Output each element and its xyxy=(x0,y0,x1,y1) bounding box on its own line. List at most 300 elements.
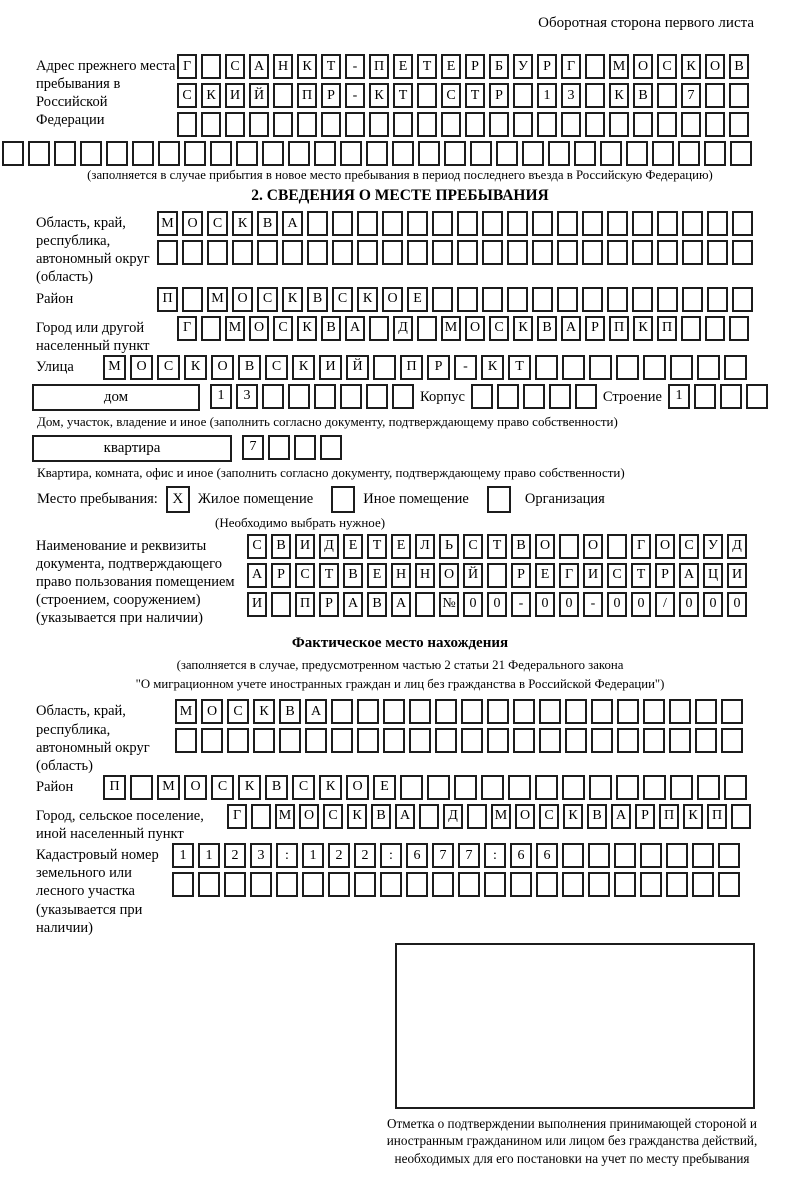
char-box[interactable]: Д xyxy=(319,534,339,559)
char-box[interactable] xyxy=(607,211,628,236)
char-box[interactable] xyxy=(415,592,435,617)
char-box[interactable]: Г xyxy=(559,563,579,588)
char-box[interactable] xyxy=(467,804,487,829)
char-box[interactable]: Т xyxy=(367,534,387,559)
char-box[interactable] xyxy=(718,872,740,897)
char-box[interactable] xyxy=(345,112,365,137)
char-box[interactable] xyxy=(268,435,290,460)
char-box[interactable]: В xyxy=(307,287,328,312)
char-box[interactable]: С xyxy=(332,287,353,312)
char-box[interactable] xyxy=(617,728,639,753)
char-box[interactable]: М xyxy=(491,804,511,829)
char-box[interactable]: М xyxy=(175,699,197,724)
char-box[interactable] xyxy=(201,728,223,753)
char-box[interactable] xyxy=(302,872,324,897)
char-box[interactable] xyxy=(539,699,561,724)
char-box[interactable] xyxy=(561,112,581,137)
char-box[interactable] xyxy=(729,83,749,108)
char-box[interactable] xyxy=(657,287,678,312)
char-box[interactable]: М xyxy=(103,355,126,380)
char-box[interactable] xyxy=(694,384,716,409)
char-box[interactable]: Л xyxy=(415,534,435,559)
char-box[interactable]: - xyxy=(454,355,477,380)
char-box[interactable] xyxy=(585,112,605,137)
char-box[interactable] xyxy=(729,316,749,341)
char-box[interactable]: С xyxy=(265,355,288,380)
char-box[interactable]: Ц xyxy=(703,563,723,588)
char-box[interactable] xyxy=(724,775,747,800)
char-box[interactable]: - xyxy=(345,83,365,108)
char-box[interactable] xyxy=(175,728,197,753)
char-box[interactable] xyxy=(409,699,431,724)
char-box[interactable]: О xyxy=(515,804,535,829)
char-box[interactable] xyxy=(657,112,677,137)
char-box[interactable] xyxy=(537,112,557,137)
char-box[interactable]: О xyxy=(346,775,369,800)
char-box[interactable] xyxy=(461,728,483,753)
char-box[interactable] xyxy=(589,355,612,380)
char-box[interactable] xyxy=(487,563,507,588)
char-box[interactable]: М xyxy=(157,775,180,800)
char-box[interactable]: 0 xyxy=(463,592,483,617)
char-box[interactable]: Д xyxy=(393,316,413,341)
char-box[interactable]: И xyxy=(319,355,342,380)
char-box[interactable]: О xyxy=(249,316,269,341)
char-box[interactable] xyxy=(366,141,388,166)
char-box[interactable]: Т xyxy=(321,54,341,79)
char-box[interactable] xyxy=(294,435,316,460)
char-box[interactable] xyxy=(172,872,194,897)
char-box[interactable]: В xyxy=(238,355,261,380)
char-box[interactable] xyxy=(507,211,528,236)
char-box[interactable]: Т xyxy=(319,563,339,588)
char-box[interactable] xyxy=(454,775,477,800)
char-box[interactable] xyxy=(132,141,154,166)
char-box[interactable]: Т xyxy=(508,355,531,380)
char-box[interactable]: Б xyxy=(489,54,509,79)
char-box[interactable]: Е xyxy=(407,287,428,312)
char-box[interactable] xyxy=(522,141,544,166)
char-box[interactable] xyxy=(458,872,480,897)
char-box[interactable]: В xyxy=(729,54,749,79)
char-box[interactable] xyxy=(640,843,662,868)
char-box[interactable]: 0 xyxy=(559,592,579,617)
char-box[interactable] xyxy=(373,355,396,380)
char-box[interactable]: С xyxy=(295,563,315,588)
char-box[interactable] xyxy=(705,112,725,137)
char-box[interactable] xyxy=(461,699,483,724)
char-box[interactable]: С xyxy=(292,775,315,800)
char-box[interactable] xyxy=(332,240,353,265)
char-box[interactable]: К xyxy=(369,83,389,108)
char-box[interactable] xyxy=(357,211,378,236)
char-box[interactable] xyxy=(314,384,336,409)
char-box[interactable]: О xyxy=(182,211,203,236)
char-box[interactable] xyxy=(582,240,603,265)
char-box[interactable] xyxy=(585,54,605,79)
char-box[interactable] xyxy=(626,141,648,166)
char-box[interactable] xyxy=(657,83,677,108)
char-box[interactable]: А xyxy=(305,699,327,724)
char-box[interactable] xyxy=(536,872,558,897)
char-box[interactable]: 0 xyxy=(487,592,507,617)
char-box[interactable]: К xyxy=(481,355,504,380)
char-box[interactable] xyxy=(562,872,584,897)
char-box[interactable] xyxy=(457,240,478,265)
char-box[interactable]: Н xyxy=(415,563,435,588)
char-box[interactable] xyxy=(382,211,403,236)
char-box[interactable]: 0 xyxy=(703,592,723,617)
char-box[interactable] xyxy=(523,384,545,409)
char-box[interactable]: Й xyxy=(463,563,483,588)
char-box[interactable]: М xyxy=(441,316,461,341)
char-box[interactable] xyxy=(393,112,413,137)
char-box[interactable]: : xyxy=(380,843,402,868)
char-box[interactable]: К xyxy=(297,54,317,79)
char-box[interactable] xyxy=(392,141,414,166)
char-box[interactable] xyxy=(332,211,353,236)
char-box[interactable] xyxy=(496,141,518,166)
char-box[interactable] xyxy=(331,728,353,753)
char-box[interactable] xyxy=(616,775,639,800)
char-box[interactable]: В xyxy=(265,775,288,800)
char-box[interactable] xyxy=(201,54,221,79)
char-box[interactable]: И xyxy=(247,592,267,617)
char-box[interactable] xyxy=(201,112,221,137)
char-box[interactable] xyxy=(607,240,628,265)
char-box[interactable] xyxy=(177,112,197,137)
char-box[interactable]: А xyxy=(282,211,303,236)
char-box[interactable] xyxy=(198,872,220,897)
char-box[interactable]: У xyxy=(513,54,533,79)
char-box[interactable] xyxy=(497,384,519,409)
char-box[interactable] xyxy=(444,141,466,166)
char-box[interactable]: С xyxy=(323,804,343,829)
char-box[interactable]: Р xyxy=(271,563,291,588)
char-box[interactable] xyxy=(588,872,610,897)
char-box[interactable]: И xyxy=(727,563,747,588)
char-box[interactable] xyxy=(643,355,666,380)
char-box[interactable] xyxy=(80,141,102,166)
char-box[interactable]: Й xyxy=(346,355,369,380)
char-box[interactable] xyxy=(487,728,509,753)
char-box[interactable]: М xyxy=(609,54,629,79)
char-box[interactable] xyxy=(657,211,678,236)
char-box[interactable]: П xyxy=(659,804,679,829)
char-box[interactable] xyxy=(2,141,24,166)
char-box[interactable] xyxy=(305,728,327,753)
char-box[interactable] xyxy=(482,240,503,265)
char-box[interactable] xyxy=(457,287,478,312)
char-box[interactable] xyxy=(607,287,628,312)
char-box[interactable]: П xyxy=(295,592,315,617)
char-box[interactable] xyxy=(565,728,587,753)
char-box[interactable]: А xyxy=(395,804,415,829)
char-box[interactable] xyxy=(482,211,503,236)
char-box[interactable] xyxy=(510,872,532,897)
char-box[interactable] xyxy=(271,592,291,617)
char-box[interactable]: Т xyxy=(417,54,437,79)
char-box[interactable]: К xyxy=(563,804,583,829)
char-box[interactable]: Р xyxy=(537,54,557,79)
char-box[interactable]: К xyxy=(282,287,303,312)
char-box[interactable] xyxy=(482,287,503,312)
char-box[interactable] xyxy=(225,112,245,137)
char-box[interactable] xyxy=(157,240,178,265)
char-box[interactable] xyxy=(539,728,561,753)
char-box[interactable] xyxy=(273,112,293,137)
char-box[interactable]: О xyxy=(439,563,459,588)
char-box[interactable] xyxy=(207,240,228,265)
char-box[interactable] xyxy=(276,872,298,897)
char-box[interactable]: С xyxy=(207,211,228,236)
char-box[interactable]: А xyxy=(679,563,699,588)
char-box[interactable] xyxy=(513,112,533,137)
char-box[interactable] xyxy=(643,775,666,800)
char-box[interactable]: 7 xyxy=(242,435,264,460)
char-box[interactable] xyxy=(632,240,653,265)
char-box[interactable] xyxy=(589,775,612,800)
char-box[interactable]: А xyxy=(343,592,363,617)
char-box[interactable]: 1 xyxy=(668,384,690,409)
char-box[interactable]: О xyxy=(184,775,207,800)
char-box[interactable] xyxy=(678,141,700,166)
char-box[interactable] xyxy=(432,211,453,236)
char-box[interactable] xyxy=(432,872,454,897)
char-box[interactable]: С xyxy=(211,775,234,800)
char-box[interactable]: 3 xyxy=(250,843,272,868)
char-box[interactable] xyxy=(746,384,768,409)
char-box[interactable]: 0 xyxy=(727,592,747,617)
char-box[interactable] xyxy=(575,384,597,409)
char-box[interactable] xyxy=(692,872,714,897)
char-box[interactable]: 3 xyxy=(561,83,581,108)
char-box[interactable] xyxy=(548,141,570,166)
char-box[interactable] xyxy=(670,775,693,800)
stay-checkbox-residential[interactable] xyxy=(166,486,190,513)
char-box[interactable] xyxy=(369,112,389,137)
char-box[interactable] xyxy=(682,240,703,265)
char-box[interactable]: С xyxy=(607,563,627,588)
stay-checkbox-organization[interactable] xyxy=(487,486,511,513)
char-box[interactable]: К xyxy=(201,83,221,108)
char-box[interactable] xyxy=(652,141,674,166)
char-box[interactable]: 1 xyxy=(210,384,232,409)
char-box[interactable]: 0 xyxy=(679,592,699,617)
char-box[interactable]: М xyxy=(207,287,228,312)
char-box[interactable]: В xyxy=(587,804,607,829)
char-box[interactable]: В xyxy=(343,563,363,588)
char-box[interactable] xyxy=(314,141,336,166)
char-box[interactable]: Е xyxy=(391,534,411,559)
char-box[interactable]: С xyxy=(679,534,699,559)
char-box[interactable]: П xyxy=(609,316,629,341)
char-box[interactable]: А xyxy=(391,592,411,617)
char-box[interactable] xyxy=(600,141,622,166)
char-box[interactable]: Т xyxy=(487,534,507,559)
char-box[interactable] xyxy=(562,775,585,800)
char-box[interactable]: М xyxy=(157,211,178,236)
char-box[interactable] xyxy=(201,316,221,341)
char-box[interactable]: К xyxy=(297,316,317,341)
char-box[interactable] xyxy=(484,872,506,897)
char-box[interactable] xyxy=(262,384,284,409)
char-box[interactable]: Р xyxy=(321,83,341,108)
char-box[interactable]: В xyxy=(257,211,278,236)
char-box[interactable]: Н xyxy=(391,563,411,588)
char-box[interactable]: Г xyxy=(177,54,197,79)
char-box[interactable] xyxy=(591,728,613,753)
char-box[interactable]: О xyxy=(705,54,725,79)
char-box[interactable] xyxy=(507,287,528,312)
char-box[interactable]: К xyxy=(347,804,367,829)
char-box[interactable] xyxy=(382,240,403,265)
char-box[interactable] xyxy=(513,699,535,724)
char-box[interactable] xyxy=(182,240,203,265)
char-box[interactable]: О xyxy=(130,355,153,380)
char-box[interactable]: М xyxy=(225,316,245,341)
char-box[interactable] xyxy=(251,804,271,829)
char-box[interactable] xyxy=(704,141,726,166)
char-box[interactable] xyxy=(507,240,528,265)
char-box[interactable] xyxy=(513,83,533,108)
char-box[interactable]: К xyxy=(633,316,653,341)
char-box[interactable]: А xyxy=(249,54,269,79)
char-box[interactable] xyxy=(721,699,743,724)
char-box[interactable] xyxy=(417,316,437,341)
char-box[interactable] xyxy=(666,843,688,868)
char-box[interactable]: С xyxy=(157,355,180,380)
char-box[interactable]: Р xyxy=(635,804,655,829)
char-box[interactable] xyxy=(692,843,714,868)
char-box[interactable] xyxy=(670,355,693,380)
char-box[interactable] xyxy=(582,211,603,236)
char-box[interactable] xyxy=(357,728,379,753)
char-box[interactable] xyxy=(465,112,485,137)
char-box[interactable]: Т xyxy=(393,83,413,108)
char-box[interactable] xyxy=(617,699,639,724)
char-box[interactable] xyxy=(669,699,691,724)
char-box[interactable] xyxy=(407,211,428,236)
char-box[interactable] xyxy=(730,141,752,166)
char-box[interactable]: 0 xyxy=(535,592,555,617)
char-box[interactable]: Р xyxy=(511,563,531,588)
char-box[interactable]: Г xyxy=(561,54,581,79)
char-box[interactable]: Г xyxy=(177,316,197,341)
char-box[interactable]: С xyxy=(273,316,293,341)
char-box[interactable] xyxy=(380,872,402,897)
char-box[interactable]: - xyxy=(583,592,603,617)
char-box[interactable] xyxy=(632,211,653,236)
char-box[interactable] xyxy=(481,775,504,800)
char-box[interactable] xyxy=(732,211,753,236)
char-box[interactable] xyxy=(253,728,275,753)
char-box[interactable]: 1 xyxy=(302,843,324,868)
char-box[interactable] xyxy=(643,699,665,724)
char-box[interactable]: Н xyxy=(273,54,293,79)
char-box[interactable] xyxy=(720,384,742,409)
char-box[interactable] xyxy=(432,240,453,265)
char-box[interactable]: О xyxy=(211,355,234,380)
char-box[interactable] xyxy=(158,141,180,166)
char-box[interactable] xyxy=(236,141,258,166)
char-box[interactable] xyxy=(669,728,691,753)
char-box[interactable] xyxy=(682,287,703,312)
char-box[interactable] xyxy=(582,287,603,312)
char-box[interactable]: 0 xyxy=(631,592,651,617)
char-box[interactable] xyxy=(574,141,596,166)
char-box[interactable] xyxy=(707,211,728,236)
char-box[interactable] xyxy=(729,112,749,137)
char-box[interactable]: С xyxy=(441,83,461,108)
char-box[interactable]: Р xyxy=(427,355,450,380)
char-box[interactable] xyxy=(562,843,584,868)
char-box[interactable] xyxy=(607,534,627,559)
char-box[interactable] xyxy=(262,141,284,166)
char-box[interactable] xyxy=(383,699,405,724)
char-box[interactable] xyxy=(418,141,440,166)
char-box[interactable]: О xyxy=(465,316,485,341)
char-box[interactable]: О xyxy=(201,699,223,724)
char-box[interactable]: О xyxy=(382,287,403,312)
char-box[interactable] xyxy=(532,240,553,265)
char-box[interactable] xyxy=(441,112,461,137)
char-box[interactable] xyxy=(288,384,310,409)
char-box[interactable] xyxy=(210,141,232,166)
char-box[interactable]: С xyxy=(463,534,483,559)
char-box[interactable] xyxy=(224,872,246,897)
char-box[interactable] xyxy=(54,141,76,166)
char-box[interactable] xyxy=(724,355,747,380)
char-box[interactable] xyxy=(562,355,585,380)
char-box[interactable]: 3 xyxy=(236,384,258,409)
char-box[interactable]: Р xyxy=(465,54,485,79)
char-box[interactable]: П xyxy=(400,355,423,380)
char-box[interactable] xyxy=(657,240,678,265)
char-box[interactable]: О xyxy=(655,534,675,559)
char-box[interactable]: Е xyxy=(343,534,363,559)
char-box[interactable] xyxy=(591,699,613,724)
char-box[interactable] xyxy=(697,355,720,380)
char-box[interactable]: Р xyxy=(585,316,605,341)
char-box[interactable] xyxy=(532,211,553,236)
char-box[interactable] xyxy=(549,384,571,409)
char-box[interactable] xyxy=(184,141,206,166)
char-box[interactable]: У xyxy=(703,534,723,559)
char-box[interactable]: В xyxy=(633,83,653,108)
char-box[interactable]: / xyxy=(655,592,675,617)
char-box[interactable] xyxy=(532,287,553,312)
char-box[interactable]: 6 xyxy=(406,843,428,868)
char-box[interactable]: В xyxy=(537,316,557,341)
char-box[interactable] xyxy=(731,804,751,829)
char-box[interactable]: В xyxy=(367,592,387,617)
char-box[interactable] xyxy=(392,384,414,409)
char-box[interactable] xyxy=(328,872,350,897)
char-box[interactable]: Р xyxy=(655,563,675,588)
char-box[interactable]: № xyxy=(439,592,459,617)
char-box[interactable]: Е xyxy=(373,775,396,800)
char-box[interactable]: И xyxy=(225,83,245,108)
char-box[interactable]: 2 xyxy=(354,843,376,868)
char-box[interactable]: 7 xyxy=(432,843,454,868)
char-box[interactable] xyxy=(559,534,579,559)
char-box[interactable] xyxy=(705,316,725,341)
char-box[interactable]: О xyxy=(535,534,555,559)
char-box[interactable] xyxy=(249,112,269,137)
char-box[interactable]: Т xyxy=(465,83,485,108)
char-box[interactable]: 2 xyxy=(224,843,246,868)
